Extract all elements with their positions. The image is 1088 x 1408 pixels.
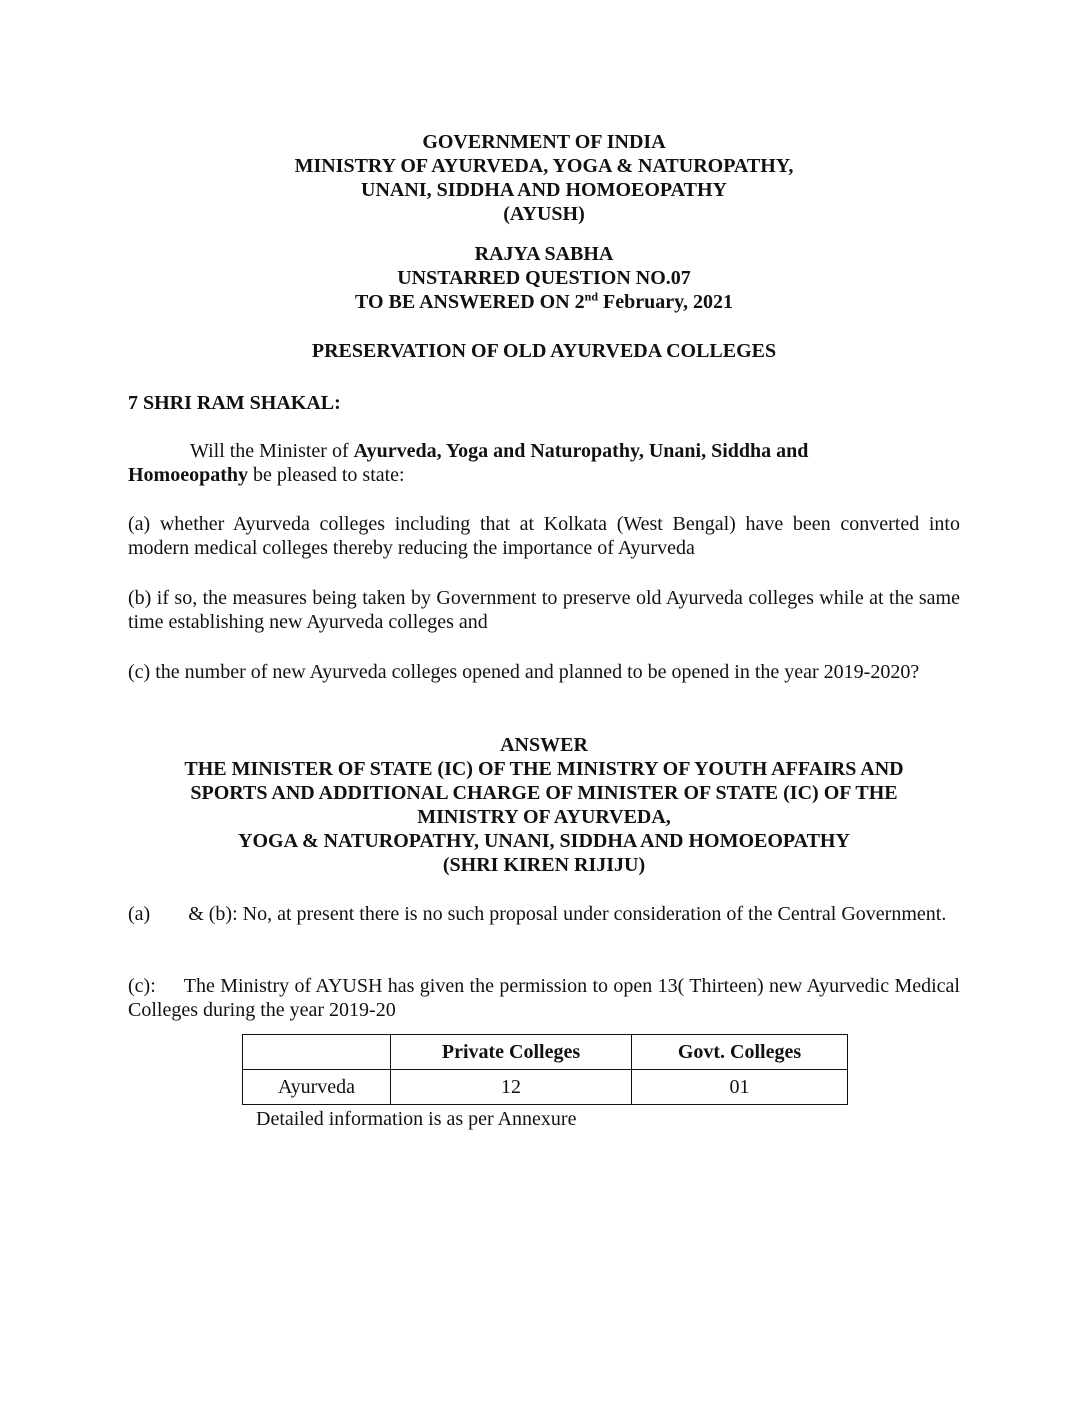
table-header-cell: Private Colleges — [391, 1035, 632, 1070]
table-header-cell: Govt. Colleges — [632, 1035, 848, 1070]
header-line-3: UNANI, SIDDHA AND HOMOEOPATHY — [361, 179, 727, 201]
table-cell: Ayurveda — [243, 1070, 391, 1105]
minister-line-3: MINISTRY OF AYURVEDA, — [417, 806, 671, 828]
answer-header — [0, 733, 1088, 877]
subject-title: PRESERVATION OF OLD AYURVEDA COLLEGES — [311, 340, 777, 362]
minister-line-2: SPORTS AND ADDITIONAL CHARGE OF MINISTER OF STATE (IC) OF THE — [190, 782, 898, 804]
colleges-table — [242, 1034, 848, 1105]
annexure-note: Detailed information is as per Annexure — [256, 1108, 577, 1130]
ministry-header — [0, 130, 1088, 226]
question-part-c: (c) the number of new Ayurveda colleges opened and planned to be opened in the year 2019-2020? — [128, 661, 920, 683]
house-header — [0, 242, 1088, 314]
table-cell: 12 — [391, 1070, 632, 1105]
answer-date: TO BE ANSWERED ON 2nd February, 2021 — [354, 289, 734, 313]
answer-heading: ANSWER — [500, 734, 588, 756]
table-header-cell — [243, 1035, 391, 1070]
question-number: UNSTARRED QUESTION NO.07 — [397, 267, 691, 289]
header-line-2: MINISTRY OF AYURVEDA, YOGA & NATUROPATHY, — [294, 155, 794, 177]
subject — [0, 339, 1088, 363]
table-row — [243, 1070, 848, 1105]
minister-name: (SHRI KIREN RIJIJU) — [442, 854, 646, 876]
minister-line-4: YOGA & NATUROPATHY, UNANI, SIDDHA AND HOMOEOPATHY — [238, 830, 850, 852]
table-cell: 01 — [632, 1070, 848, 1105]
house-name: RAJYA SABHA — [474, 243, 614, 265]
question-part-a: (a) whether Ayurveda colleges including that at Kolkata (West Bengal) have been converted into modern medical colleges thereby reducing the importance of Ayurveda — [128, 513, 960, 559]
question-part-b: (b) if so, the measures being taken by Government to preserve old Ayurveda colleges while at the same time establishing new Ayurveda colleges and — [128, 587, 960, 633]
answer-part-ab: (a) & (b): No, at present there is no such proposal under consideration of the Central Government. — [128, 903, 947, 925]
answer-part-c: (c): The Ministry of AYUSH has given the permission to open 13( Thirteen) new Ayurvedic Medical Colleges during the year 2019-20 — [128, 975, 960, 1021]
member-name: 7 SHRI RAM SHAKAL: — [128, 392, 341, 414]
header-line-4: (AYUSH) — [503, 203, 585, 225]
table-header-row — [243, 1035, 848, 1070]
question-intro: Will the Minister of Ayurveda, Yoga and Naturopathy, Unani, Siddha and Homoeopathy be pleased to state: — [128, 440, 809, 486]
minister-line-1: THE MINISTER OF STATE (IC) OF THE MINISTRY OF YOUTH AFFAIRS AND — [184, 758, 904, 780]
header-line-1: GOVERNMENT OF INDIA — [422, 131, 666, 153]
